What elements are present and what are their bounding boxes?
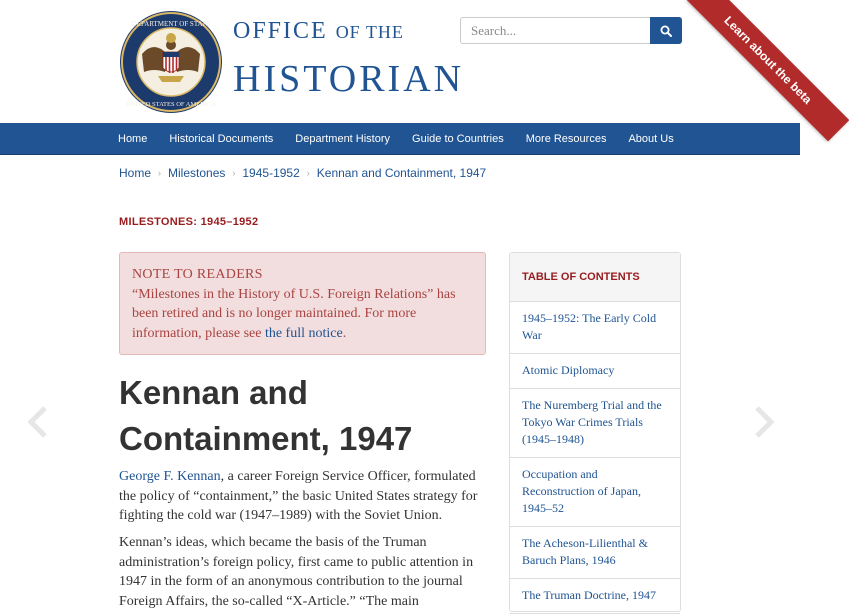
magnifier-icon (660, 25, 672, 37)
breadcrumb-current[interactable]: Kennan and Containment, 1947 (316, 166, 487, 180)
paragraph-1: George F. Kennan, a career Foreign Service Officer, formulated the policy of “containment,” the basic United States strategy for fighting the cold war (1947–1989) with the Soviet Union. (119, 469, 478, 523)
breadcrumb-1945-1952[interactable]: 1945-1952 (242, 166, 300, 180)
page-title: Kennan and Containment, 1947 (119, 374, 413, 457)
nav-item-about-us[interactable]: About Us (628, 133, 674, 145)
note-body: “Milestones in the History of U.S. Foreign Relations” has been retired and is no longer maintained. For more information, please see the full notice. (132, 286, 456, 341)
table-of-contents (509, 252, 681, 612)
nav-item-historical-documents[interactable]: Historical Documents (169, 133, 274, 145)
brand-title-line2[interactable]: HISTORIAN (233, 58, 465, 100)
search-input[interactable] (460, 17, 650, 44)
toc-item[interactable]: Occupation and Reconstruction of Japan, 1945–52 (510, 458, 680, 527)
paragraph-2: Kennan’s ideas, which became the basis of the Truman administration’s foreign policy, first came to public attention in 1947 in the form of an anonymous contribution to the journal Foreign Affairs, the so-called “X-Article.” “The main (119, 535, 474, 609)
department-of-state-seal-icon[interactable] (118, 10, 224, 114)
breadcrumb-home[interactable]: Home (119, 166, 152, 180)
site-header (0, 0, 815, 123)
toc-item[interactable]: The Truman Doctrine, 1947 (510, 579, 680, 614)
section-label: MILESTONES: 1945–1952 (119, 216, 259, 228)
breadcrumb (119, 166, 486, 180)
main-nav (0, 123, 800, 155)
george-kennan-link[interactable]: George F. Kennan (119, 469, 221, 484)
breadcrumb-separator: › (232, 168, 236, 178)
svg-text:DEPARTMENT OF STATE: DEPARTMENT OF STATE (131, 20, 211, 28)
note-to-readers (119, 252, 486, 355)
search-button[interactable] (650, 17, 682, 44)
toc-header: TABLE OF CONTENTS (510, 253, 680, 302)
nav-item-home[interactable]: Home (118, 133, 148, 145)
brand-title-line1[interactable]: OFFICE OF THE (233, 18, 404, 44)
chevron-right-icon (752, 405, 776, 439)
nav-item-department-history[interactable]: Department History (295, 133, 391, 145)
breadcrumb-separator: › (158, 168, 162, 178)
nav-item-more-resources[interactable]: More Resources (525, 133, 607, 145)
search-form (460, 17, 682, 44)
nav-item-guide-to-countries[interactable]: Guide to Countries (412, 133, 504, 145)
toc-item[interactable]: Atomic Diplomacy (510, 354, 680, 389)
breadcrumb-separator: › (306, 168, 310, 178)
svg-text:UNITED STATES OF AMERICA: UNITED STATES OF AMERICA (126, 101, 216, 108)
toc-item[interactable]: The Acheson-Lilienthal & Baruch Plans, 1946 (510, 527, 680, 579)
breadcrumb-milestones[interactable]: Milestones (168, 166, 226, 180)
toc-item[interactable]: 1945–1952: The Early Cold War (510, 302, 680, 354)
beta-ribbon-link[interactable]: Learn about the beta (687, 0, 849, 141)
next-page-arrow[interactable] (752, 405, 776, 439)
toc-item[interactable]: The Nuremberg Trial and the Tokyo War Crimes Trials (1945–1948) (510, 389, 680, 458)
previous-page-arrow[interactable] (26, 405, 50, 439)
note-title: NOTE TO READERS (132, 267, 263, 282)
chevron-left-icon (26, 405, 50, 439)
full-notice-link[interactable]: the full notice (264, 325, 343, 341)
